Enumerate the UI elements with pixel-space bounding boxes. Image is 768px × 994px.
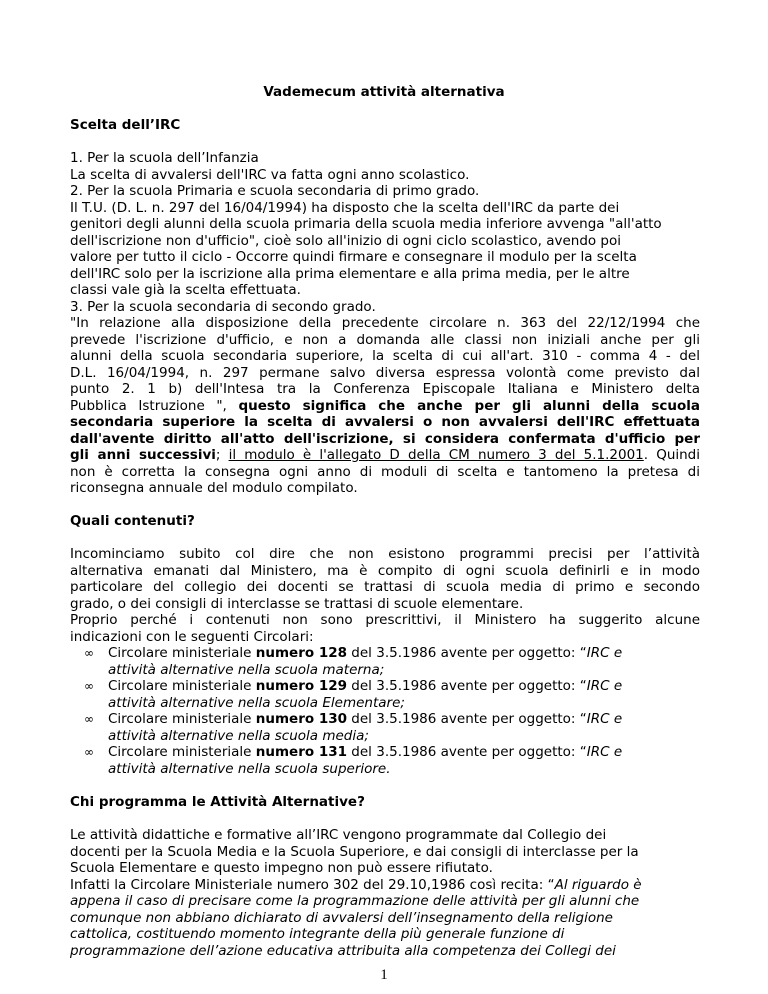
section-heading-contenuti: Quali contenuti? — [70, 513, 195, 529]
bullet-icon: ∞ — [84, 646, 94, 660]
text-line — [70, 910, 700, 927]
bullet-icon: ∞ — [84, 745, 94, 759]
item-heading-secondaria: 3. Per la scuola secondaria di secondo grado. — [70, 298, 376, 315]
text-line — [70, 926, 700, 943]
text-line — [70, 447, 700, 464]
text-line: punto 2. 1 b) dell'Intesa tra la Conferenza Episcopale Italiana e Ministero delta — [70, 381, 700, 397]
text-line — [70, 398, 700, 415]
italic-text: attività alternative nella scuola media; — [108, 727, 369, 744]
text-line: D.L. 16/04/1994, n. 297 permane salvo diversa espressa volontà come previsto dal — [70, 364, 700, 381]
text-run: “ — [579, 711, 587, 727]
italic-text: attività alternative nella scuola superiore. — [108, 760, 391, 777]
text-run: “ — [547, 876, 555, 893]
page-number: 1 — [380, 967, 388, 983]
text-line: particolare del collegio dei docenti se trattasi di scuola media di primo e secondo — [70, 579, 700, 595]
text-line: docenti per la Scuola Media e la Scuola Superiore, e dai consigli di interclasse per la — [70, 843, 639, 860]
text-run: ; — [215, 447, 229, 463]
text-line: dell'IRC solo per la iscrizione alla prima elementare e alla prima media, per le altre — [70, 265, 630, 282]
text-line: Scuola Elementare e questo impegno non può essere rifiutato. — [70, 860, 493, 876]
italic-text: attività alternative nella scuola Elementare; — [108, 694, 405, 711]
text-line — [70, 893, 700, 910]
bold-text: secondaria superiore la scelta di avvalersi o non avvalersi dell'IRC effettuata — [70, 414, 700, 430]
text-line: dell'iscrizione non d'ufficio", cioè solo all'inizio di ogni ciclo scolastico, avendo poi — [70, 232, 622, 249]
text-line: indicazioni con le seguenti Circolari: — [70, 628, 314, 645]
italic-text: attività alternative nella scuola materna; — [108, 661, 385, 678]
item-text-infanzia: La scelta di avvalersi dell'IRC va fatta ogni anno scolastico. — [70, 166, 470, 183]
text-line — [108, 645, 700, 662]
text-line: classi vale già la scelta effettuata. — [70, 282, 301, 298]
text-line: valore per tutto il ciclo - Occorre quindi firmare e consegnare il modulo per la scelta — [70, 249, 637, 265]
italic-text: Al riguardo è — [554, 876, 642, 893]
bullet-icon: ∞ — [84, 712, 94, 726]
section-programmazione — [70, 827, 700, 959]
circular-number: numero 129 — [255, 678, 348, 694]
text-line: riconsegna annuale del modulo compilato. — [70, 480, 358, 496]
text-line: non è corretta la consegna ogni anno di moduli di scelta e tantomeno la pretesa di — [70, 463, 700, 480]
text-line — [70, 943, 700, 960]
text-run: del 3.5.1986 avente per oggetto: — [347, 711, 580, 727]
text-run: “ — [579, 645, 587, 661]
text-line: alternativa emanati dal Ministero, ma è compito di ogni scuola definirli e in modo — [70, 562, 700, 579]
list-item-text — [108, 678, 700, 711]
text-line: "In relazione alla disposizione della precedente circolare n. 363 del 22/12/1994 che — [70, 315, 700, 331]
circular-number: numero 128 — [255, 645, 348, 661]
italic-text: IRC e — [586, 678, 623, 694]
bold-text: questo significa che anche per gli alunni della scuola — [238, 397, 700, 414]
bullet-icon: ∞ — [84, 679, 94, 693]
text-line: prevede l'iscrizione d'ufficio, e non a domanda alle classi non iniziali anche per gli — [70, 331, 700, 348]
circular-number: numero 130 — [255, 711, 348, 727]
document-title: Vademecum attività alternativa — [263, 84, 505, 100]
list-item-text — [108, 645, 700, 678]
text-line — [108, 695, 700, 712]
item-heading-primaria: 2. Per la scuola Primaria e scuola secondaria di primo grado. — [70, 183, 480, 199]
text-run: Infatti la Circolare Ministeriale numero 302 del 29.10,1986 così recita: — [70, 876, 548, 893]
text-run: . Quindi — [643, 447, 701, 463]
allegato-d-link[interactable]: il modulo è l'allegato D della CM numero 3 del 5.1.2001 — [228, 447, 644, 463]
text-line: Le attività didattiche e formative all’IRC vengono programmate dal Collegio dei — [70, 827, 607, 843]
italic-text: IRC e — [586, 711, 623, 727]
text-line — [108, 744, 700, 761]
text-line: genitori degli alunni della scuola primaria della scuola media inferiore avvenga "all'atto — [70, 216, 662, 232]
text-run: Circolare ministeriale — [108, 711, 256, 727]
italic-text: comunque non abbiano dichiarato di avvalersi dell’insegnamento della religione — [70, 909, 613, 926]
circular-number: numero 131 — [255, 744, 348, 760]
italic-text: IRC e — [586, 645, 623, 661]
text-line — [108, 761, 700, 778]
text-run: Circolare ministeriale — [108, 645, 256, 661]
text-line: Incominciamo subito col dire che non esistono programmi precisi per l’attività — [70, 546, 700, 562]
text-run: “ — [579, 678, 587, 694]
text-run: del 3.5.1986 avente per oggetto: — [347, 744, 580, 760]
section-heading-programmazione: Chi programma le Attività Alternative? — [70, 794, 365, 810]
section-contenuti — [70, 546, 700, 645]
text-line — [108, 678, 700, 695]
item-heading-infanzia: 1. Per la scuola dell’Infanzia — [70, 150, 259, 166]
italic-text: IRC e — [586, 744, 623, 760]
text-run: “ — [579, 744, 587, 760]
text-run: Circolare ministeriale — [108, 678, 256, 694]
text-line — [108, 662, 700, 679]
list-item-text — [108, 711, 700, 744]
section-heading-scelta-irc: Scelta dell’IRC — [70, 117, 181, 133]
list-item-text — [108, 744, 700, 777]
text-line: Il T.U. (D. L. n. 297 del 16/04/1994) ha disposto che la scelta dell'IRC da parte dei — [70, 199, 620, 216]
text-line — [70, 431, 700, 448]
text-line: grado, o dei consigli di interclasse se trattasi di scuole elementare. — [70, 595, 524, 612]
bold-text: dall'avente diritto all'atto dell'iscrizione, si considera confermata d'ufficio per — [70, 430, 700, 447]
text-line — [108, 711, 700, 728]
italic-text: programmazione dell’azione educativa attribuita alla competenza dei Collegi dei — [70, 942, 616, 959]
text-line — [70, 877, 700, 894]
italic-text: appena il caso di precisare come la programmazione delle attività per gli alunni che — [70, 893, 640, 909]
bold-text: gli anni successivi — [70, 447, 216, 463]
text-line — [108, 728, 700, 745]
section-scelta-irc — [70, 150, 700, 497]
text-line: alunni della scuola secondaria superiore, la scelta di cui all'art. 310 - comma 4 - del — [70, 348, 700, 364]
text-run: del 3.5.1986 avente per oggetto: — [347, 678, 580, 694]
text-run: del 3.5.1986 avente per oggetto: — [347, 645, 580, 661]
text-run: Circolare ministeriale — [108, 744, 256, 760]
text-line: Proprio perché i contenuti non sono prescrittivi, il Ministero ha suggerito alcune — [70, 612, 700, 628]
italic-text: cattolica, costituendo momento integrante della più generale funzione di — [70, 926, 565, 942]
text-run: Pubblica Istruzione ", — [70, 397, 239, 414]
text-line — [70, 414, 700, 431]
